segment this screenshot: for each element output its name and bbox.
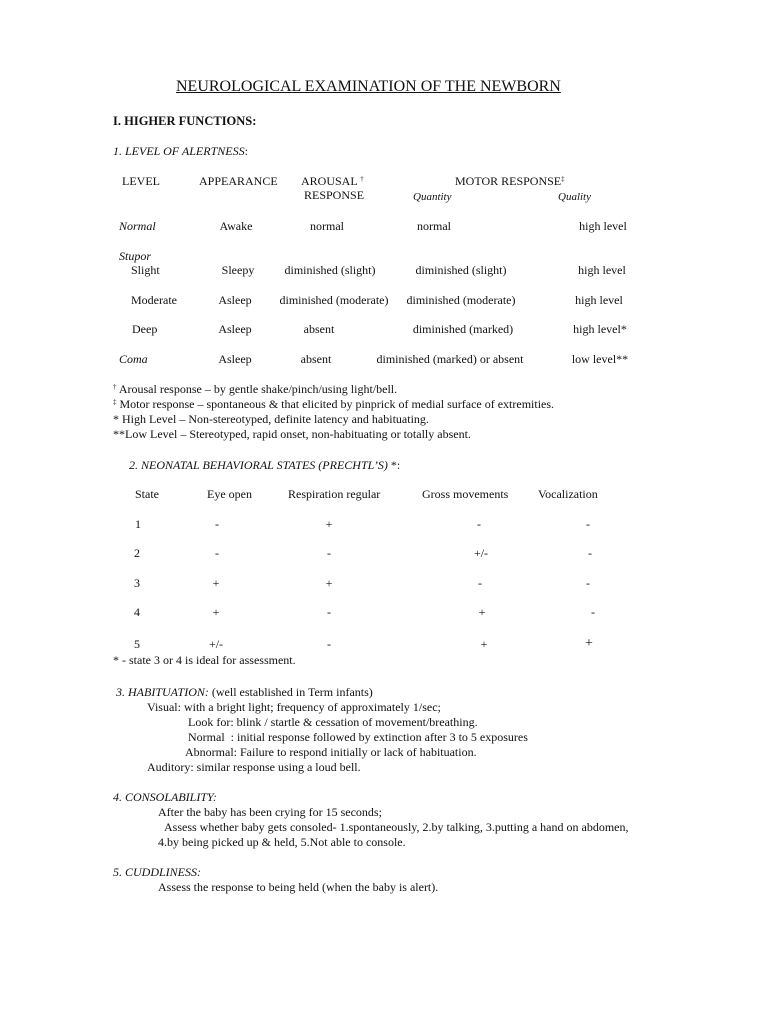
header-level: LEVEL (122, 174, 160, 188)
subheading-habituation (116, 685, 373, 699)
alertness-row-coma-arousal: absent (300, 352, 332, 366)
section-heading-higher-functions: I. HIGHER FUNCTIONS: (113, 114, 257, 128)
header-motor-response (455, 174, 565, 188)
state-row-2-eye: - (215, 546, 219, 560)
footnote-high-level: * High Level – Non-stereotyped, definite latency and habituating. (113, 412, 429, 426)
alertness-row-deep-arousal: absent (303, 322, 335, 336)
habituation-heading-tail: (well established in Term infants) (208, 685, 373, 699)
alertness-row-moderate-quality: high level (575, 293, 623, 307)
header-quantity: Quantity (413, 191, 452, 203)
states-header-vocalization: Vocalization (538, 487, 598, 501)
state-row-2-state: 2 (134, 546, 140, 560)
footnote-motor-text: Motor response – spontaneous & that elicited by pinprick of medial surface of extremities. (116, 397, 555, 411)
states-header-gross-movements: Gross movements (422, 487, 509, 501)
consolability-line-1: After the baby has been crying for 15 seconds; (158, 805, 382, 819)
state-row-1-resp: + (325, 517, 333, 531)
state-row-1-eye: - (215, 517, 219, 531)
alertness-row-coma-quantity: diminished (marked) or absent (376, 352, 524, 366)
header-motor-text: MOTOR RESPONSE (455, 174, 562, 188)
subheading-behavioral-states (129, 458, 400, 472)
alertness-row-normal-quantity: normal (417, 219, 451, 233)
state-row-4-gross: + (478, 605, 486, 619)
header-arousal-text: AROUSAL (301, 174, 358, 188)
page-title: NEUROLOGICAL EXAMINATION OF THE NEWBORN (176, 78, 561, 95)
motor-double-dagger-mark: ‡ (561, 175, 565, 183)
footnote-dagger-mark: † (113, 383, 117, 391)
state-row-3-eye: + (212, 576, 220, 590)
states-header-state: State (135, 487, 159, 501)
alertness-row-coma-level: Coma (119, 352, 148, 366)
state-row-5-resp: - (327, 637, 331, 651)
states-header-eye-open: Eye open (207, 487, 252, 501)
alertness-row-deep-level: Deep (132, 322, 158, 336)
state-row-5-eye: +/- (208, 637, 224, 651)
state-row-3-resp: + (325, 576, 333, 590)
footnote-low-level: **Low Level – Stereotyped, rapid onset, non-habituating or totally absent. (113, 427, 471, 441)
states-heading-text: 2. NEONATAL BEHAVIORAL STATES (PRECHTL’S) (129, 458, 388, 472)
alertness-row-slight-arousal: diminished (slight) (284, 263, 376, 277)
alertness-row-deep-quality: high level* (573, 322, 627, 336)
alertness-row-coma-appearance: Asleep (218, 352, 252, 366)
state-row-3-state: 3 (134, 576, 140, 590)
alertness-row-slight-appearance: Sleepy (221, 263, 255, 277)
state-row-4-voc: - (591, 605, 595, 619)
header-response: RESPONSE (304, 188, 365, 202)
alertness-heading-colon: : (244, 144, 248, 158)
cuddliness-line-1: Assess the response to being held (when the baby is alert). (158, 880, 439, 894)
alertness-row-normal-quality: high level (579, 219, 627, 233)
subheading-consolability: 4. CONSOLABILITY: (113, 790, 217, 804)
header-appearance: APPEARANCE (199, 174, 278, 188)
footnote-arousal (113, 382, 397, 396)
state-row-5-gross: + (480, 637, 488, 651)
header-arousal (301, 174, 364, 188)
alertness-row-slight-quantity: diminished (slight) (415, 263, 507, 277)
alertness-row-slight-quality: high level (578, 263, 626, 277)
footnote-motor (113, 397, 554, 411)
states-note: * - state 3 or 4 is ideal for assessment. (113, 653, 296, 667)
alertness-row-normal-arousal: normal (310, 219, 344, 233)
states-heading-tail: *: (387, 458, 401, 472)
states-header-respiration: Respiration regular (288, 487, 381, 501)
stupor-label: Stupor (119, 249, 152, 263)
state-row-2-resp: - (327, 546, 331, 560)
habituation-abnormal: Abnormal: Failure to respond initially or lack of habituation. (185, 745, 477, 759)
header-quality: Quality (558, 191, 591, 203)
habituation-normal: Normal : initial response followed by extinction after 3 to 5 exposures (188, 730, 528, 744)
state-row-4-resp: - (327, 605, 331, 619)
subheading-cuddliness: 5. CUDDLINESS: (113, 865, 202, 879)
habituation-auditory: Auditory: similar response using a loud bell. (147, 760, 361, 774)
alertness-row-moderate-quantity: diminished (moderate) (406, 293, 516, 307)
state-row-5-voc: + (585, 636, 593, 651)
state-row-2-gross: +/- (473, 546, 489, 560)
state-row-3-gross: - (478, 576, 482, 590)
alertness-row-moderate-appearance: Asleep (218, 293, 252, 307)
state-row-4-eye: + (212, 605, 220, 619)
consolability-line-3: 4.by being picked up & held, 5.Not able to console. (158, 835, 406, 849)
state-row-4-state: 4 (134, 605, 140, 619)
state-row-1-state: 1 (135, 517, 141, 531)
footnote-double-dagger-mark: ‡ (113, 398, 117, 406)
state-row-5-state: 5 (134, 637, 140, 651)
subheading-level-of-alertness (113, 144, 248, 158)
state-row-3-voc: - (586, 576, 590, 590)
alertness-row-coma-quality: low level** (571, 352, 629, 366)
consolability-line-2: Assess whether baby gets consoled- 1.spontaneously, 2.by talking, 3.putting a hand on abdomen, (164, 820, 629, 834)
alertness-row-normal-appearance: Awake (219, 219, 253, 233)
habituation-heading-text: 3. HABITUATION: (116, 685, 209, 699)
arousal-dagger-mark: † (360, 175, 364, 183)
alertness-heading-text: 1. LEVEL OF ALERTNESS (113, 144, 245, 158)
alertness-row-moderate-level: Moderate (131, 293, 177, 307)
alertness-row-deep-quantity: diminished (marked) (412, 322, 514, 336)
alertness-row-slight-level: Slight (131, 263, 160, 277)
state-row-1-voc: - (586, 517, 590, 531)
habituation-visual: Visual: with a bright light; frequency of approximately 1/sec; (147, 700, 441, 714)
alertness-row-moderate-arousal: diminished (moderate) (279, 293, 389, 307)
state-row-2-voc: - (588, 546, 592, 560)
state-row-1-gross: - (477, 517, 481, 531)
footnote-arousal-text: Arousal response – by gentle shake/pinch/using light/bell. (116, 382, 398, 396)
alertness-row-normal-level: Normal (119, 219, 156, 233)
alertness-row-deep-appearance: Asleep (218, 322, 252, 336)
habituation-look-for: Look for: blink / startle & cessation of movement/breathing. (188, 715, 478, 729)
